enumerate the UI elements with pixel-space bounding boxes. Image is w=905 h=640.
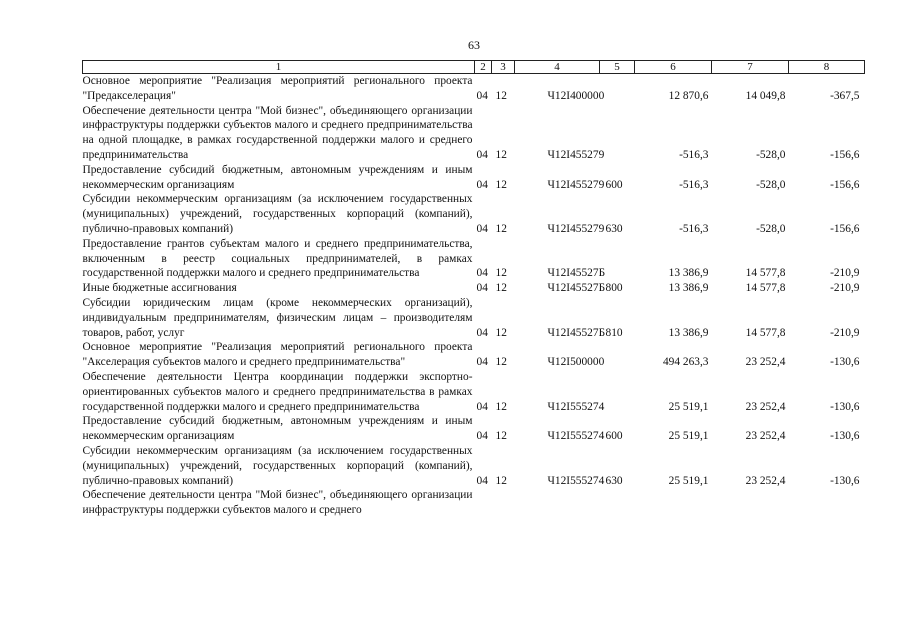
column-header-5: 5 — [600, 61, 635, 74]
table-row — [83, 237, 865, 281]
row-subsection: 12 — [495, 400, 507, 413]
row-name: Обеспечение деятельности Центра координации поддержки экспортно-ориентированных субъектов малого и среднего предпринимательства в рамках государственной поддержки малого и среднего предпринимательства — [82, 370, 473, 413]
row-value-col6: 25 519,1 — [668, 430, 709, 443]
row-expense-type: 810 — [605, 326, 623, 339]
row-subsection: 12 — [495, 282, 507, 295]
row-value-col8: -130,6 — [830, 430, 860, 443]
row-section: 04 — [476, 326, 488, 339]
row-expense-type — [600, 104, 635, 163]
row-value-col7: -528,0 — [756, 148, 786, 161]
row-value-col8: -210,9 — [830, 326, 860, 339]
row-name: Субсидии юридическим лицам (кроме некоммерческих организаций), индивидуальным предпринимателям, физическим лицам – производителям товаров, работ, услуг — [82, 296, 473, 339]
row-value-col7: 23 252,4 — [745, 400, 786, 413]
column-header-4: 4 — [515, 61, 600, 74]
table-row — [83, 74, 865, 104]
row-value-col8: -130,6 — [830, 356, 860, 369]
row-name: Иные бюджетные ассигнования — [82, 282, 237, 295]
column-header-2: 2 — [475, 61, 492, 74]
table-header-row — [83, 61, 865, 74]
column-header-7: 7 — [712, 61, 789, 74]
row-value-col8: -130,6 — [830, 400, 860, 413]
row-value-col6: 13 386,9 — [668, 267, 709, 280]
row-value-col6: 13 386,9 — [668, 282, 709, 295]
row-name: Субсидии некоммерческим организациям (за исключением государственных (муниципальных) учреждений, государственных корпораций (компаний), публично-правовых компаний) — [82, 193, 473, 235]
row-name: Субсидии некоммерческим организациям (за исключением государственных (муниципальных) учреждений, государственных корпораций (компаний), публично-правовых компаний) — [82, 444, 473, 487]
row-expense-type — [600, 488, 635, 518]
row-subsection: 12 — [495, 222, 507, 235]
row-expense-type — [600, 74, 635, 104]
row-subsection: 12 — [495, 89, 507, 102]
row-target-code — [515, 488, 600, 518]
row-value-col8: -156,6 — [830, 148, 860, 161]
row-expense-type: 630 — [605, 222, 623, 235]
page-number: 63 — [468, 38, 480, 52]
table-row — [83, 444, 865, 488]
row-value-col8: -367,5 — [830, 89, 860, 102]
row-subsection — [492, 488, 515, 518]
row-section: 04 — [476, 356, 488, 369]
row-section — [475, 488, 492, 518]
row-value-col7: 23 252,4 — [745, 430, 786, 443]
row-subsection: 12 — [495, 356, 507, 369]
row-section: 04 — [476, 89, 488, 102]
row-section: 04 — [476, 430, 488, 443]
row-subsection: 12 — [495, 267, 507, 280]
row-name: Предоставление грантов субъектам малого и среднего предпринимательства, включенным в реестр социальных предпринимателей, в рамках государственной поддержки малого и среднего предпринимательства — [82, 237, 473, 280]
row-section: 04 — [476, 148, 488, 161]
row-subsection: 12 — [495, 148, 507, 161]
row-target-code: Ч12I455279 — [547, 222, 605, 235]
row-section: 04 — [476, 400, 488, 413]
row-target-code: Ч12I555274 — [547, 400, 605, 413]
table-row — [83, 414, 865, 444]
row-value-col6: -516,3 — [679, 148, 709, 161]
table-row — [83, 340, 865, 370]
row-expense-type — [600, 370, 635, 414]
row-section: 04 — [476, 178, 488, 191]
row-value-col8: -156,6 — [830, 178, 860, 191]
table-row — [83, 281, 865, 296]
row-expense-type: 800 — [605, 282, 623, 295]
row-target-code: Ч12I455279 — [547, 178, 605, 191]
row-subsection: 12 — [495, 178, 507, 191]
row-value-col7: 14 577,8 — [745, 282, 786, 295]
column-header-1: 1 — [83, 61, 475, 74]
row-value-col8: -210,9 — [830, 282, 860, 295]
row-target-code: Ч12I455279 — [547, 148, 605, 161]
budget-table — [82, 60, 865, 518]
row-value-col7: 23 252,4 — [745, 474, 786, 487]
row-name: Обеспечение деятельности центра "Мой бизнес", объединяющего организации инфраструктуры поддержки субъектов малого и среднего предпринимательства на одной площадке, в рамках государственной поддержки малого и среднего предпринимательства — [82, 104, 473, 161]
row-value-col6: -516,3 — [679, 222, 709, 235]
table-row — [83, 163, 865, 193]
row-section: 04 — [476, 282, 488, 295]
row-subsection: 12 — [495, 326, 507, 339]
row-expense-type: 630 — [605, 474, 623, 487]
row-value-col8 — [789, 488, 865, 518]
row-name: Предоставление субсидий бюджетным, автономным учреждениям и иным некоммерческим организациям — [82, 415, 473, 443]
row-value-col6: 13 386,9 — [668, 326, 709, 339]
row-value-col6: 25 519,1 — [668, 474, 709, 487]
row-value-col7 — [712, 488, 789, 518]
row-value-col7: 14 049,8 — [745, 89, 786, 102]
row-value-col8: -130,6 — [830, 474, 860, 487]
row-target-code: Ч12I555274 — [547, 474, 605, 487]
row-section: 04 — [476, 474, 488, 487]
table-row — [83, 296, 865, 340]
row-value-col7: -528,0 — [756, 178, 786, 191]
row-target-code: Ч12I400000 — [547, 89, 605, 102]
row-subsection: 12 — [495, 474, 507, 487]
table-row — [83, 192, 865, 236]
row-subsection: 12 — [495, 430, 507, 443]
table-body — [83, 74, 865, 518]
row-name: Обеспечение деятельности центра "Мой бизнес", объединяющего организации инфраструктуры поддержки субъектов малого и среднего — [82, 489, 473, 517]
row-target-code: Ч12I500000 — [547, 356, 605, 369]
row-value-col6: 12 870,6 — [668, 89, 709, 102]
row-name: Предоставление субсидий бюджетным, автономным учреждениям и иным некоммерческим организациям — [82, 163, 473, 191]
row-value-col6: 25 519,1 — [668, 400, 709, 413]
row-target-code: Ч12I45527Б — [547, 267, 606, 280]
row-name: Основное мероприятие "Реализация мероприятий регионального проекта "Акселерация субъектов малого и среднего предпринимательства" — [82, 341, 473, 369]
row-name: Основное мероприятие "Реализация мероприятий регионального проекта "Предакселерация" — [82, 75, 473, 102]
row-value-col7: 14 577,8 — [745, 326, 786, 339]
row-value-col6 — [635, 488, 712, 518]
row-expense-type: 600 — [605, 430, 623, 443]
column-header-6: 6 — [635, 61, 712, 74]
table-row — [83, 370, 865, 414]
row-value-col7: 14 577,8 — [745, 267, 786, 280]
row-value-col6: 494 263,3 — [662, 356, 709, 369]
column-header-8: 8 — [789, 61, 865, 74]
row-section: 04 — [476, 222, 488, 235]
table-row — [83, 488, 865, 518]
row-value-col8: -210,9 — [830, 267, 860, 280]
row-expense-type: 600 — [605, 178, 623, 191]
row-target-code: Ч12I45527Б — [547, 282, 606, 295]
row-value-col7: 23 252,4 — [745, 356, 786, 369]
row-expense-type — [600, 340, 635, 370]
row-section: 04 — [476, 267, 488, 280]
row-target-code: Ч12I45527Б — [547, 326, 606, 339]
table-row — [83, 104, 865, 163]
row-value-col6: -516,3 — [679, 178, 709, 191]
column-header-3: 3 — [492, 61, 515, 74]
row-value-col8: -156,6 — [830, 222, 860, 235]
row-target-code: Ч12I555274 — [547, 430, 605, 443]
row-value-col7: -528,0 — [756, 222, 786, 235]
